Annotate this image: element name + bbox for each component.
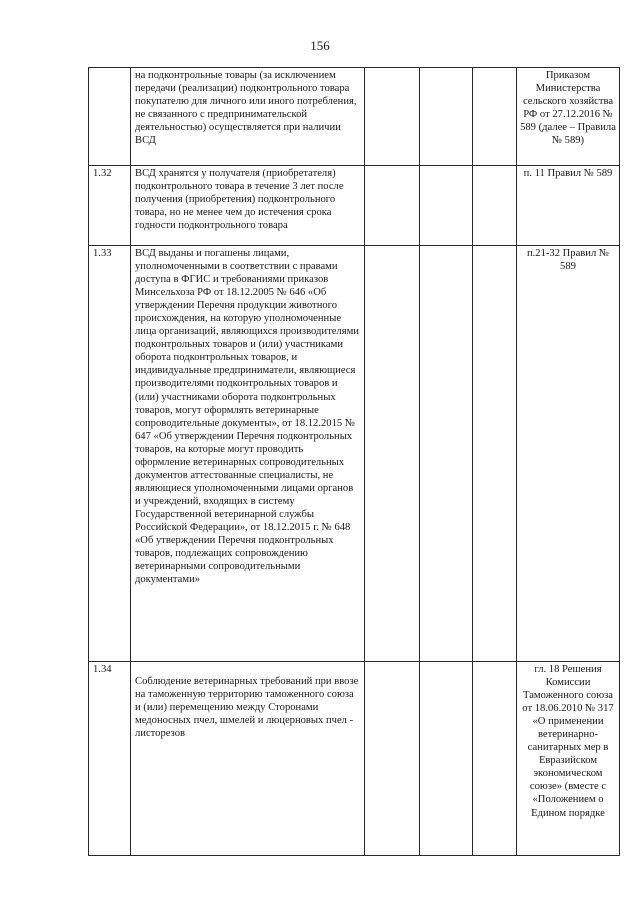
row-number-cell — [89, 166, 131, 246]
empty-cell-b — [420, 246, 473, 662]
requirement-text-cell — [131, 662, 365, 856]
empty-cell-c — [473, 662, 517, 856]
row-number-cell — [89, 68, 131, 166]
requirement-text: ВСД хранятся у получателя (приобретателя) подконтрольного товара в течение 3 лет после получения (приобретения) подконтрольного товара, но не менее чем до истечения срока годности подконтрольного товара — [135, 168, 344, 232]
table-row — [89, 68, 620, 166]
legal-reference-cell — [517, 246, 620, 662]
legal-reference-cell — [517, 68, 620, 166]
legal-reference-cell — [517, 166, 620, 246]
empty-cell-a — [365, 246, 420, 662]
row-number: 1.32 — [93, 168, 112, 179]
empty-cell-b — [420, 166, 473, 246]
row-number-cell — [89, 662, 131, 856]
requirements-table — [88, 67, 620, 856]
legal-reference: гл. 18 Решения Комиссии Таможенного союза от 18.06.2010 № 317 «О применении ветеринарно-санитарных мер в Евразийском экономическом союзе» (вместе с «Положением о Едином порядке — [522, 664, 614, 819]
legal-reference: п. 11 Правил № 589 — [523, 168, 613, 179]
empty-cell-b — [420, 68, 473, 166]
requirement-text: Соблюдение ветеринарных требований при ввозе на таможенную территорию таможенного союза и (или) перемещению между Сторонами медоносных пчел, шмелей и люцерновых пчел - листорезов — [135, 676, 359, 740]
empty-cell-a — [365, 68, 420, 166]
legal-reference-cell — [517, 662, 620, 856]
empty-cell-a — [365, 166, 420, 246]
row-number: 1.33 — [93, 248, 112, 259]
empty-cell-c — [473, 246, 517, 662]
empty-cell-a — [365, 662, 420, 856]
empty-cell-b — [420, 662, 473, 856]
legal-reference: Приказом Министерства сельского хозяйства РФ от 27.12.2016 № 589 (далее – Правила № 589) — [520, 70, 616, 147]
empty-cell-c — [473, 68, 517, 166]
requirement-text-cell — [131, 246, 365, 662]
table-row — [89, 246, 620, 662]
table-row — [89, 166, 620, 246]
requirement-text-cell — [131, 68, 365, 166]
table-row — [89, 662, 620, 856]
page-number: 156 — [310, 38, 330, 53]
requirement-text-cell — [131, 166, 365, 246]
requirement-text: ВСД выданы и погашены лицами, уполномоченными в соответствии с правами доступа в ФГИС и требованиями приказов Минсельхоза РФ от 18.12.2005 № 646 «Об утверждении Перечня продукции животного происхождения, на которую уполномоченные лица организаций, являющихся производителями подконтрольных товаров и (или) участниками оборота подконтрольных товаров, и индивидуальные предприниматели, являющиеся производителями подконтрольных товаров и (или) участниками оборота подконтрольных товаров, могут оформлять ветеринарные сопроводительные документы», от 18.12.2015 № 647 «Об утверждении Перечня подконтрольных товаров, на которые могут проводить оформление ветеринарных сопроводительных документов аттестованные специалисты, не являющиеся уполномоченными лицами органов и учреждений, входящих в систему Государственной ветеринарной службы Российской Федерации», от 18.12.2015 г. № 648 «Об утверждении Перечня подконтрольных товаров, подлежащих сопровождению ветеринарными сопроводительными документами» — [135, 248, 359, 586]
empty-cell-c — [473, 166, 517, 246]
legal-reference: п.21-32 Правил № 589 — [526, 248, 610, 273]
row-number: 1.34 — [93, 664, 112, 675]
requirement-text: на подконтрольные товары (за исключением передачи (реализации) подконтрольного товара покупателю для личного или иного потребления, не связанного с предпринимательской деятельностью) осуществляется при наличии ВСД — [135, 70, 357, 147]
row-number-cell — [89, 246, 131, 662]
